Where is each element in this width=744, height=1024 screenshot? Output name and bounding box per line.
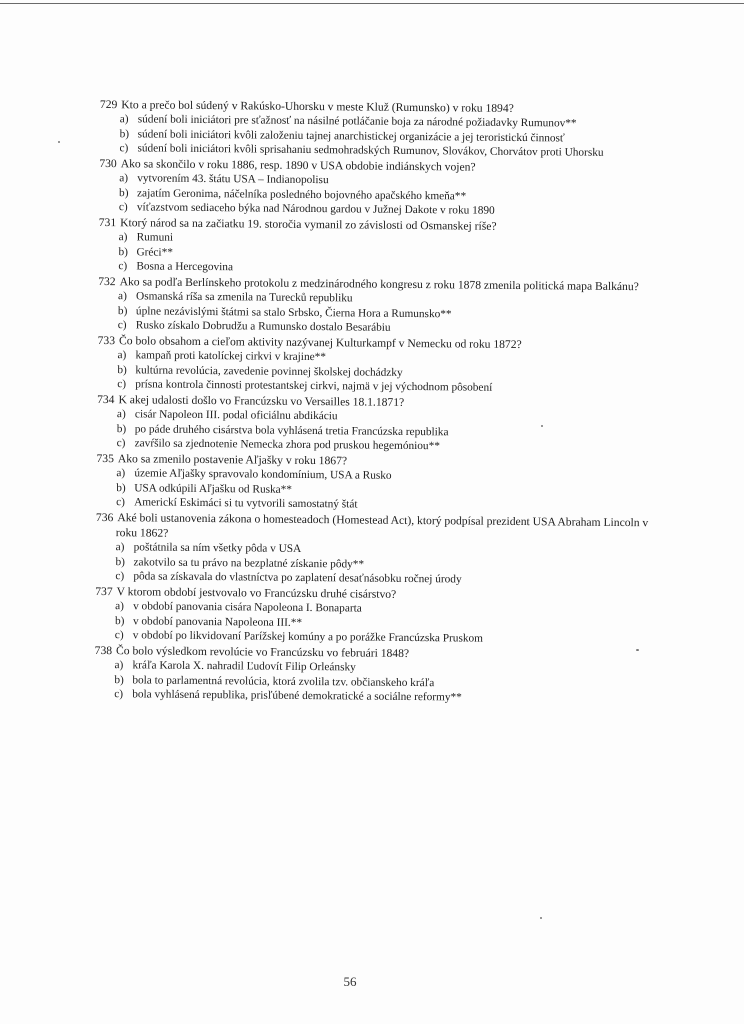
option-letter: c)	[119, 142, 129, 155]
option-text: kultúrna revolúcia, zavedenie povinnej školskej dochádzky	[135, 364, 403, 379]
answer-options	[97, 407, 657, 456]
option-letter: a)	[117, 349, 127, 362]
question-item	[99, 156, 660, 220]
option-text: po páde druhého cisárstva bola vyhlásená tretia Francúzska republika	[134, 423, 449, 439]
question-text: Aké boli ustanovenia zákona o homesteadoch (Homestead Act), ktorý podpísal prezident USA Abraham Lincoln v roku 1862?	[115, 511, 649, 540]
top-scan-edge	[0, 3, 744, 4]
question-number: 731	[98, 215, 117, 230]
question-text: Kto a prečo bol súdený v Rakúsko-Uhorsku v meste Kluž (Rumunsko) v roku 1894?	[121, 98, 514, 115]
question-item	[99, 97, 660, 161]
question-number: 732	[98, 274, 116, 289]
option-letter: b)	[114, 674, 124, 687]
option-letter: c)	[118, 260, 128, 273]
option-letter: c)	[116, 496, 125, 509]
option-text: vytvorením 43. štátu USA – Indianopolisu	[137, 172, 329, 187]
question-item	[95, 584, 656, 648]
option-letter: a)	[119, 113, 129, 126]
question-number: 737	[95, 585, 113, 599]
option-text: Bosna a Hercegovina	[136, 260, 234, 274]
option-letter: a)	[115, 600, 124, 613]
option-text: Osmanská ríša sa zmenila na Turecků republiku	[136, 290, 353, 305]
option-letter: b)	[115, 556, 126, 569]
answer-options	[98, 289, 658, 338]
option-text: súdení boli iniciátori pre sťažnosť na násilné potláčanie boja za národné požiadavky Rumunov**	[137, 113, 577, 130]
answer-options	[96, 466, 656, 515]
question-text: K akej udalosti došlo vo Francúzsku vo Versailles 18.1.1871?	[118, 393, 405, 409]
question-number: 734	[97, 392, 115, 407]
question-item	[97, 392, 658, 456]
option-text: zajatím Geronima, náčelníka posledného bojovného apačského kmeňa**	[137, 187, 467, 203]
question-number: 730	[99, 156, 117, 171]
scan-speck	[541, 425, 543, 427]
question-number: 729	[99, 97, 118, 112]
answer-options	[99, 171, 659, 220]
question-number: 736	[95, 510, 114, 525]
answer-options	[95, 540, 655, 589]
option-text: v období panovania cisára Napoleona I. Bonaparta	[133, 600, 362, 615]
answer-options	[98, 230, 658, 279]
option-text: víťazstvom sediaceho býka nad Národnou gardou v Južnej Dakote v roku 1890	[136, 201, 495, 218]
question-item	[98, 215, 659, 279]
option-text: USA odkúpili Aľjašku od Ruska**	[134, 482, 293, 496]
question-text: Ako sa podľa Berlínskeho protokolu z medzinárodného kongresu z roku 1878 zmenila politická mapa Balkánu?	[119, 275, 639, 294]
option-letter: c)	[118, 201, 128, 214]
question-number: 733	[97, 333, 116, 348]
option-letter: b)	[114, 615, 125, 628]
scan-speck	[58, 141, 60, 143]
question-item	[98, 274, 659, 338]
question-text: Ktorý národ sa na začiatku 19. storočia vymanil zo závislosti od Osmanskej ríše?	[120, 216, 497, 233]
option-text: prísna kontrola činnosti protestantskej cirkvi, najmä v jej východnom pôsobení	[135, 378, 493, 395]
option-text: v období po likvidovaní Parížskej komúny a po porážke Francúzska Pruskom	[132, 629, 484, 646]
option-text: cisár Napoleon III. podal oficiálnu abdikáciu	[134, 408, 338, 423]
option-text: úplne nezávislými štátmi sa stalo Srbsko, Čierna Hora a Rumunsko**	[135, 305, 452, 321]
option-text: poštátnila sa ním všetky pôda v USA	[133, 541, 302, 556]
option-letter: b)	[119, 127, 130, 141]
option-text: Americkí Eskimáci si tu vytvorili samostatný štát	[134, 496, 358, 511]
page-number: 56	[343, 974, 357, 989]
question-text: Ako sa zmenilo postavenie Aľjašky v roku 1867?	[117, 452, 348, 468]
option-text: súdení boli iniciátori kvôli sprisahaniu sedmohradských Rumunov, Slovákov, Chorvátov proti Uhorsku	[137, 142, 604, 160]
scan-speck	[636, 649, 639, 651]
question-number: 738	[94, 644, 113, 658]
option-text: Rumuni	[136, 231, 174, 244]
question-text: Čo bolo obsahom a cieľom aktivity nazývanej Kulturkampf v Nemecku od roku 1872?	[118, 334, 522, 351]
answer-options	[97, 348, 657, 397]
option-text: kráľa Karola X. nahradil Ľudovít Filip Orleánsky	[132, 659, 356, 674]
option-letter: c)	[114, 629, 124, 642]
option-text: bola to parlamentná revolúcia, ktorá zvolila tzv. občianskeho kráľa	[132, 674, 435, 690]
question-item	[96, 451, 657, 515]
question-text: V ktorom období jestvovalo vo Francúzsku druhé cisárstvo?	[116, 585, 397, 601]
option-text: zakotvilo sa tu právo na bezplatné získanie pôdy**	[133, 556, 365, 571]
option-text: územie Aľjašky spravovalo kondomínium, USA a Rusko	[134, 467, 392, 482]
question-list	[94, 97, 660, 707]
question-item	[95, 510, 656, 590]
option-letter: c)	[116, 437, 126, 450]
option-text: bola vyhlásená republika, prisľúbené demokratické a sociálne reformy**	[132, 688, 462, 704]
option-letter: a)	[116, 467, 126, 480]
option-letter: b)	[116, 422, 127, 435]
option-letter: a)	[115, 541, 125, 554]
option-letter: a)	[118, 231, 128, 244]
option-letter: b)	[119, 186, 129, 200]
option-text: v období panovania Napoleona III.**	[132, 615, 303, 629]
question-item	[97, 333, 658, 397]
option-text: Gréci**	[136, 246, 173, 259]
option-text: Rusko získalo Dobrudžu a Rumunsko dostalo Besarábiu	[135, 319, 391, 335]
option-text: zavŕšilo sa zjednotenie Nemecka zhora pod pruskou hegemóniou**	[134, 437, 440, 453]
option-text: súdení boli iniciátori kvôli založeniu tajnej anarchistickej organizácie a jej teroristickú činnosť	[137, 128, 565, 145]
question-text: Čo bolo výsledkom revolúcie vo Francúzsku vo februári 1848?	[116, 644, 410, 661]
option-letter: a)	[114, 659, 124, 672]
option-letter: a)	[116, 408, 126, 421]
option-letter: b)	[118, 245, 128, 259]
option-letter: c)	[117, 378, 127, 391]
question-number: 735	[96, 451, 114, 466]
option-text: kampaň proti katolíckej cirkvi v krajine**	[135, 349, 326, 364]
option-letter: b)	[117, 304, 128, 318]
option-letter: c)	[114, 688, 124, 701]
question-item	[94, 643, 655, 707]
option-letter: a)	[118, 290, 127, 303]
scan-speck	[540, 917, 542, 919]
answer-options	[94, 658, 654, 707]
option-letter: a)	[119, 172, 129, 185]
option-letter: b)	[116, 481, 126, 494]
option-letter: b)	[117, 363, 127, 377]
answer-options	[99, 112, 659, 161]
question-text: Ako sa skončilo v roku 1886, resp. 1890 v USA obdobie indiánskych vojen?	[120, 157, 476, 174]
option-letter: c)	[117, 319, 127, 332]
option-letter: c)	[115, 570, 125, 583]
answer-options	[95, 599, 655, 648]
option-text: pôda sa získavala do vlastníctva po zaplatení desaťnásobku ročnej úrody	[133, 570, 462, 586]
